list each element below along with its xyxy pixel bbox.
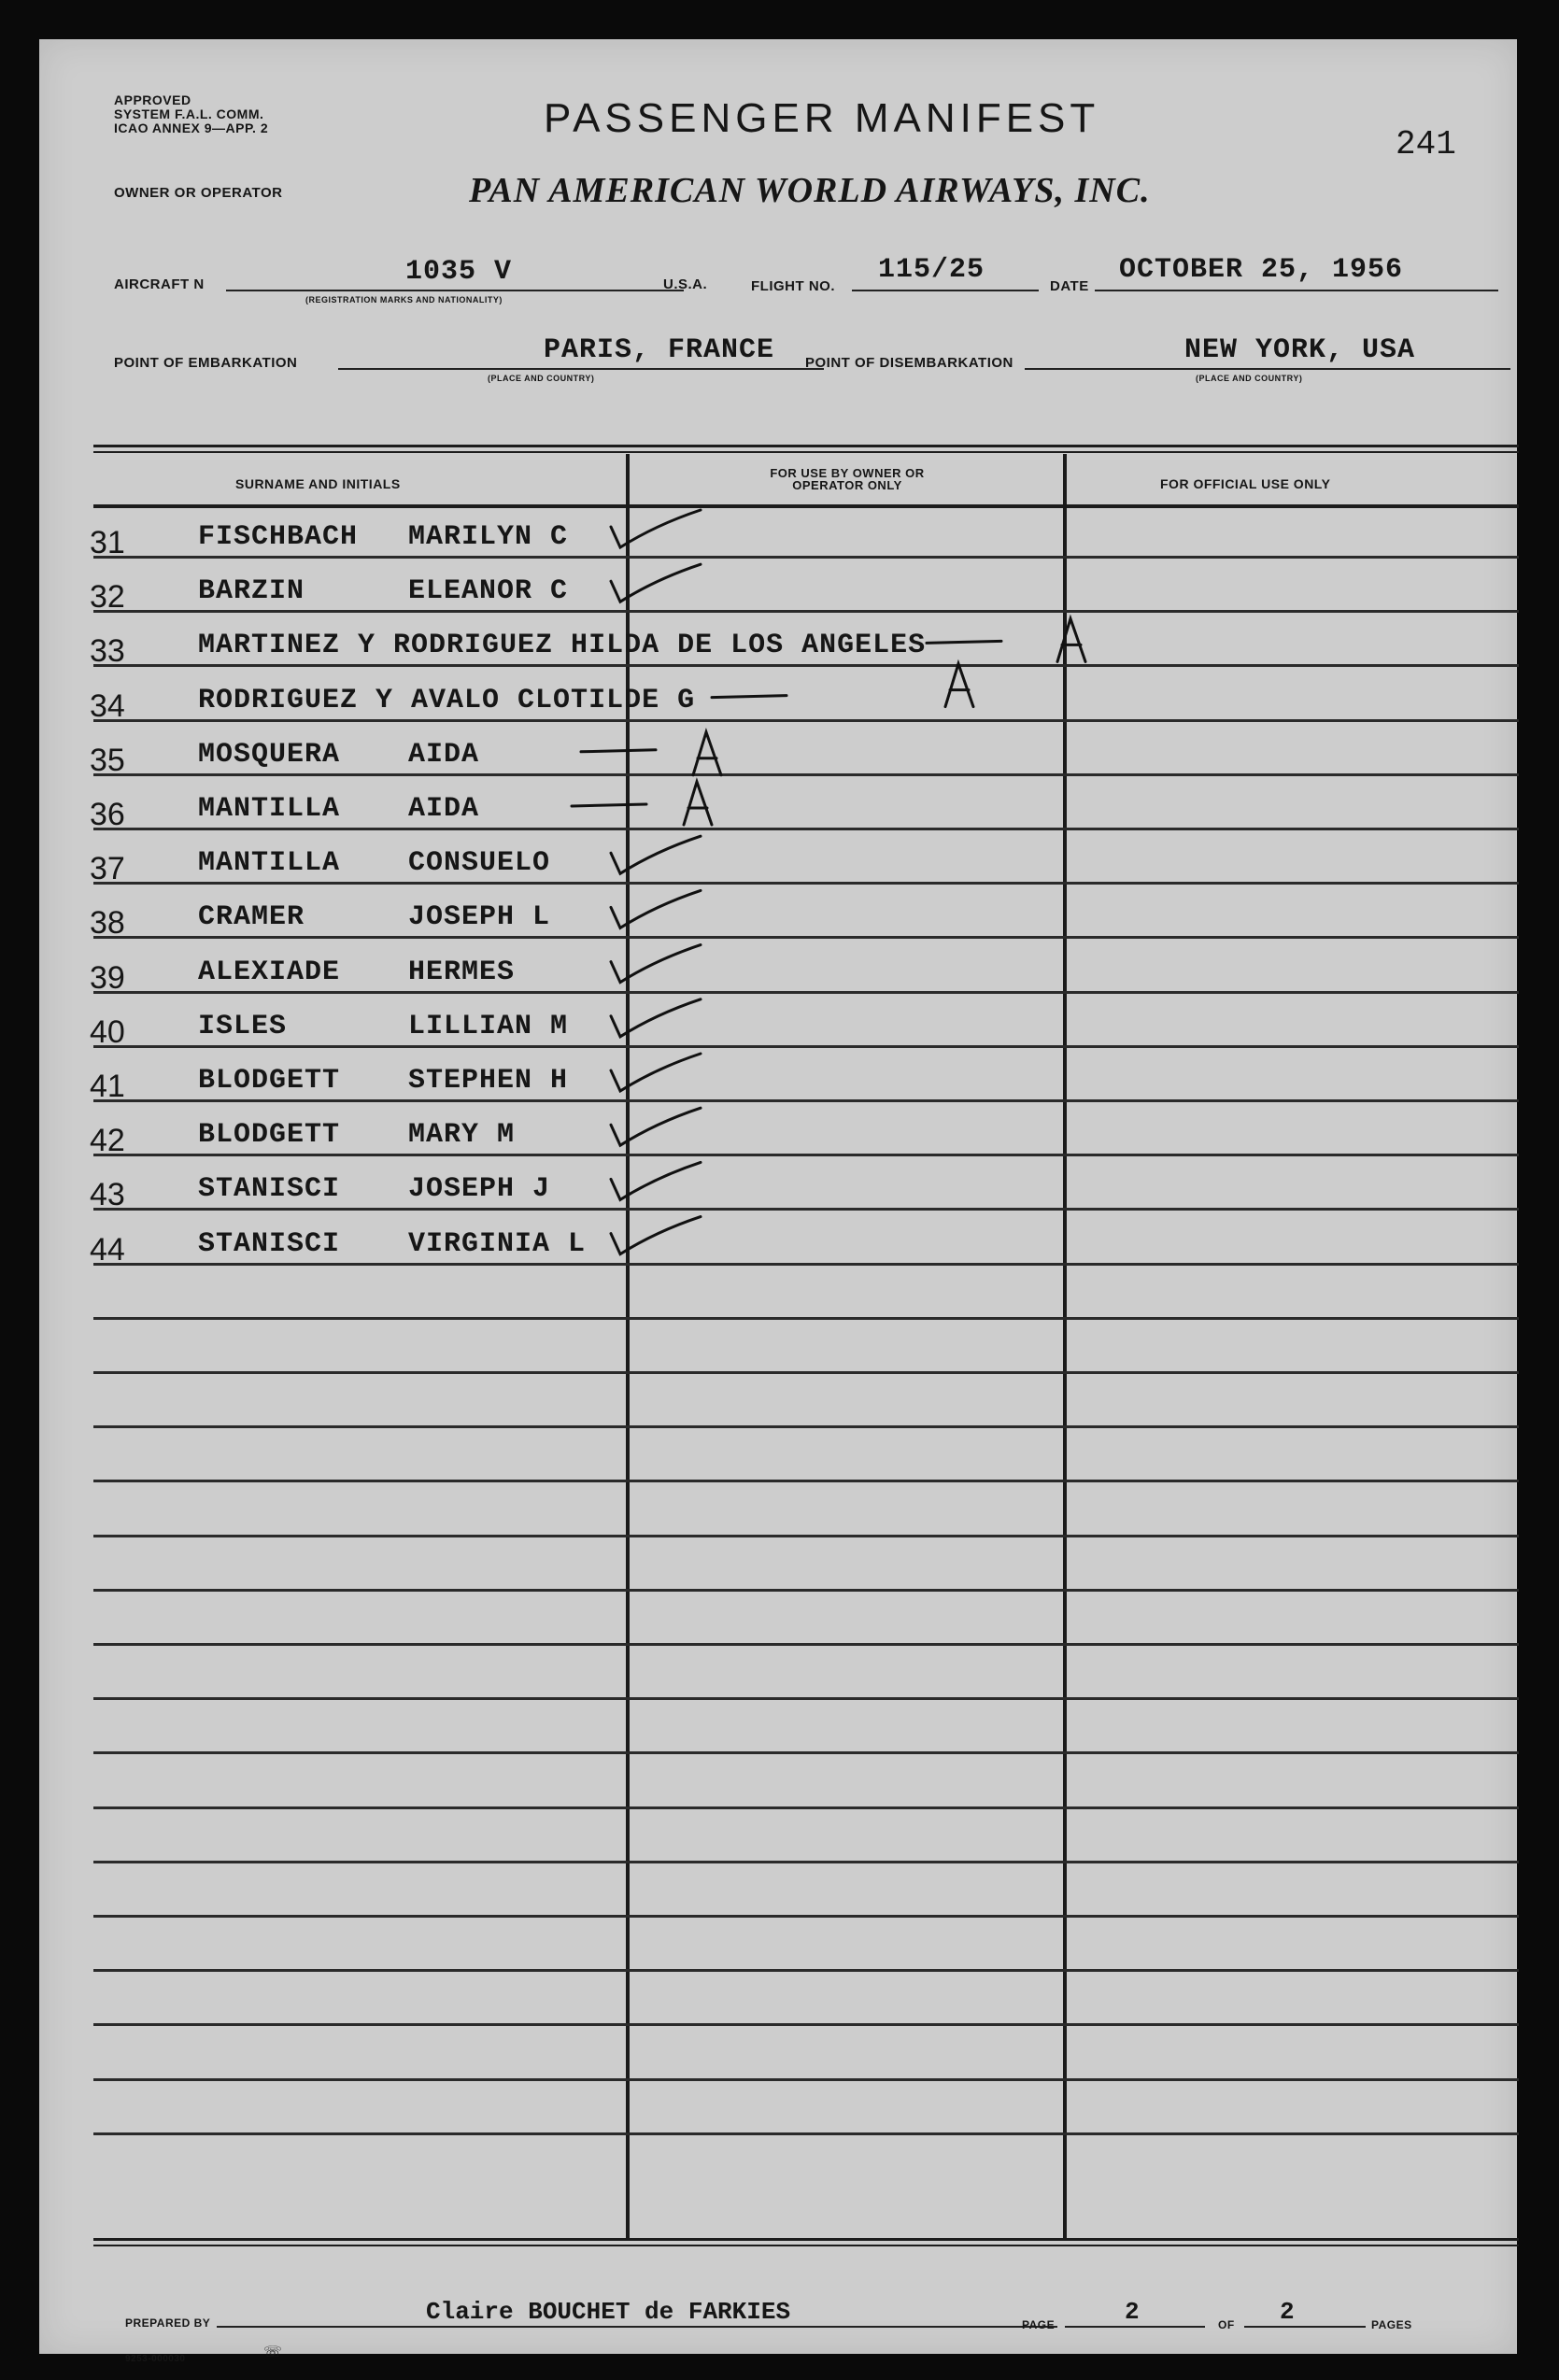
row-number: 32 (90, 579, 125, 616)
of-value: 2 (1280, 2298, 1295, 2326)
handwritten-a-mark (945, 664, 973, 707)
row-number: 44 (90, 1231, 125, 1268)
passenger-given-name: JOSEPH L (408, 901, 551, 934)
row-number: 35 (90, 742, 125, 778)
approval-line: ICAO ANNEX 9—APP. 2 (114, 120, 269, 135)
passenger-given-name: LILLIAN M (408, 1010, 569, 1042)
row-number: 43 (90, 1177, 125, 1213)
passenger-given-name: MARILYN C (408, 521, 569, 553)
of-underline (1244, 2326, 1366, 2328)
date-value: OCTOBER 25, 1956 (1119, 254, 1404, 286)
table-bottom-rule-2 (93, 2245, 1519, 2246)
aircraft-sub-label: (REGISTRATION MARKS AND NATIONALITY) (305, 295, 503, 305)
date-label: DATE (1050, 278, 1089, 294)
check-mark-icon (611, 999, 701, 1037)
passenger-given-name: MARY M (408, 1119, 516, 1152)
passenger-given-name: HERMES (408, 956, 516, 988)
passenger-surname: MARTINEZ Y RODRIGUEZ HILDA DE LOS ANGELES (198, 630, 927, 662)
dash-mark (927, 641, 1001, 643)
dash-mark (712, 696, 787, 698)
flight-value: 115/25 (878, 254, 985, 286)
union-bug-icon: ☏ (263, 2345, 283, 2360)
passenger-surname: STANISCI (198, 1173, 341, 1206)
check-mark-icon (611, 510, 701, 547)
page-underline (1065, 2326, 1205, 2328)
row-number: 41 (90, 1069, 125, 1104)
dash-mark (581, 750, 656, 752)
check-mark-icon (611, 945, 701, 983)
passenger-surname: BLODGETT (198, 1065, 341, 1097)
passenger-surname: STANISCI (198, 1227, 341, 1260)
check-mark-icon (611, 1162, 701, 1199)
disembarkation-label: POINT OF DISEMBARKATION (805, 355, 1013, 371)
passenger-given-name: ELEANOR C (408, 575, 569, 608)
row-number: 31 (90, 525, 125, 560)
aircraft-label: AIRCRAFT N (114, 276, 205, 292)
row-number: 34 (90, 687, 125, 724)
row-number: 33 (90, 633, 125, 670)
check-mark-icon (611, 1054, 701, 1091)
page-value: 2 (1125, 2298, 1140, 2326)
embarkation-label: POINT OF EMBARKATION (114, 355, 298, 371)
check-mark-icon (611, 890, 701, 928)
passenger-surname: MANTILLA (198, 793, 341, 825)
passenger-surname: CRAMER (198, 901, 305, 934)
passenger-surname: RODRIGUEZ Y AVALO CLOTILDE G (198, 684, 696, 716)
passenger-given-name: STEPHEN H (408, 1065, 569, 1097)
owner-label: OWNER OR OPERATOR (114, 185, 283, 201)
approval-line: APPROVED (114, 92, 191, 107)
of-label: OF (1218, 2318, 1235, 2331)
prepared-by-label: PREPARED BY (125, 2316, 211, 2330)
row-number: 36 (90, 797, 125, 832)
passenger-surname: BARZIN (198, 575, 305, 608)
row-number: 37 (90, 851, 125, 887)
column-header-official: FOR OFFICIAL USE ONLY (1160, 476, 1331, 491)
form-number: 9253-000030 (125, 2354, 186, 2364)
passenger-given-name: AIDA (408, 793, 480, 825)
passenger-surname: ALEXIADE (198, 956, 341, 988)
table-bottom-rule (93, 2238, 1519, 2241)
manifest-sheet (39, 39, 1517, 2364)
page-stamp-number: 241 (1396, 125, 1456, 163)
row-number: 38 (90, 905, 125, 942)
embarkation-value: PARIS, FRANCE (544, 334, 775, 366)
flight-label: FLIGHT NO. (751, 278, 835, 294)
airline-name: PAN AMERICAN WORLD AIRWAYS, INC. (469, 171, 1151, 210)
prepared-by-value: Claire BOUCHET de FARKIES (426, 2298, 791, 2326)
handwritten-a-mark (684, 782, 712, 825)
passenger-surname: FISCHBACH (198, 521, 359, 553)
page-title: PASSENGER MANIFEST (544, 95, 1100, 141)
passenger-given-name: CONSUELO (408, 847, 551, 880)
passenger-given-name: AIDA (408, 738, 480, 771)
column-header-name: SURNAME AND INITIALS (235, 476, 401, 491)
disembarkation-value: NEW YORK, USA (1184, 334, 1416, 366)
dash-mark (572, 804, 646, 806)
disembarkation-sub-label: (PLACE AND COUNTRY) (1196, 374, 1303, 383)
usa-label: U.S.A. (663, 276, 708, 292)
approval-line: SYSTEM F.A.L. COMM. (114, 106, 264, 121)
embarkation-sub-label: (PLACE AND COUNTRY) (488, 374, 595, 383)
handwritten-a-mark (1057, 618, 1085, 661)
page-label: PAGE (1022, 2318, 1056, 2331)
pages-label: PAGES (1371, 2318, 1412, 2331)
aircraft-value: 1035 V (405, 256, 513, 288)
check-mark-icon (611, 836, 701, 873)
passenger-surname: ISLES (198, 1010, 288, 1042)
row-number: 39 (90, 959, 125, 996)
passenger-given-name: VIRGINIA L (408, 1227, 587, 1260)
check-mark-icon (611, 1108, 701, 1145)
handwritten-a-mark (693, 732, 721, 775)
passenger-surname: MOSQUERA (198, 738, 341, 771)
passenger-given-name: JOSEPH J (408, 1173, 551, 1206)
passenger-surname: MANTILLA (198, 847, 341, 880)
passenger-surname: BLODGETT (198, 1119, 341, 1152)
check-mark-icon (611, 564, 701, 602)
handwritten-marks (39, 39, 1517, 2354)
column-header-owner: FOR USE BY OWNER OR OPERATOR ONLY (770, 466, 925, 492)
check-mark-icon (611, 1217, 701, 1254)
row-number: 40 (90, 1013, 125, 1050)
row-number: 42 (90, 1123, 125, 1159)
prepared-by-underline (217, 2326, 1057, 2328)
